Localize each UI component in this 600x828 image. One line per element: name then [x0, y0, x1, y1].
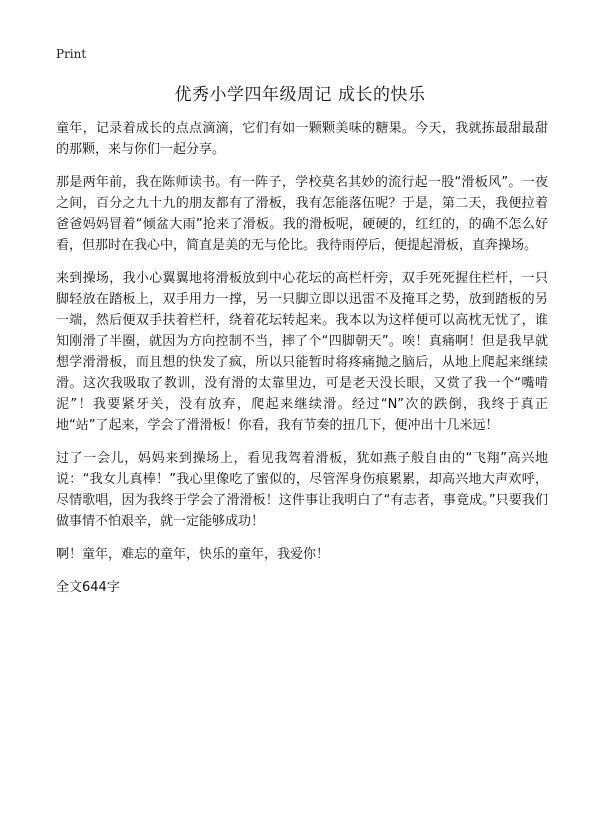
word-count: 全文644字	[56, 580, 120, 595]
paragraph-4: 过了一会儿，妈妈来到操场上，看见我驾着滑板，犹如燕子般自由的“飞翔”高兴地说：“我女儿真棒！”我心里像吃了蜜似的，尽管浑身伤痕累累，却高兴地大声欢呼，尽情歌唱，因为我终于学会了滑滑板！这件事让我明白了“有志者，事竟成。”只要我们做事情不怕艰辛，就一定能够成功！	[56, 451, 548, 529]
article-title: 优秀小学四年级周记 成长的快乐	[174, 85, 426, 105]
paragraph-2: 那是两年前，我在陈师读书。有一阵子，学校莫名其妙的流行起一股“滑板风”。一夜之间，百分之九十九的朋友都有了滑板，我有怎能落伍呢？于是，第二天，我便拉着爸爸妈妈冒着“倾盆大雨”抢来了滑板。我的滑板呢，硬硬的，红红的，的确不怎么好看，但那时在我心中，简直是美的无与伦比。我待雨停后，便提起滑板，直奔操场。	[56, 175, 548, 253]
article-body	[56, 118, 548, 598]
paragraph-5: 啊！童年，难忘的童年，快乐的童年，我爱你！	[56, 547, 330, 562]
paragraph-3: 来到操场，我小心翼翼地将滑板放到中心花坛的高栏杆旁，双手死死握住栏杆，一只脚轻放在踏板上，双手用力一撑，另一只脚立即以迅雷不及掩耳之势，放到踏板的另一端，然后便双手扶着栏杆，绕着花坛转起来。我本以为这样便可以高枕无忧了，谁知刚滑了半圈，就因为方向控制不当，摔了个“四脚朝天”。唉！真痛啊！但是我早就想学滑滑板，而且想的快发了疯，所以只能暂时将疼痛抛之脑后，从地上爬起来继续滑。这次我吸取了教训，没有滑的太靠里边，可是老天没长眼，又赏了我一个“嘴啃泥”！我要紧牙关，没有放弃，爬起来继续滑。经过“N”次的跌倒，我终于真正地“站”了起来，学会了滑滑板！你看，我有节奏的扭几下，便冲出十几米远！	[56, 271, 548, 433]
print-link[interactable]: Print	[56, 47, 87, 61]
paragraph-1: 童年，记录着成长的点点滴滴，它们有如一颗颗美味的糖果。今天，我就拣最甜最甜的那颗，来与你们一起分享。	[56, 121, 548, 157]
